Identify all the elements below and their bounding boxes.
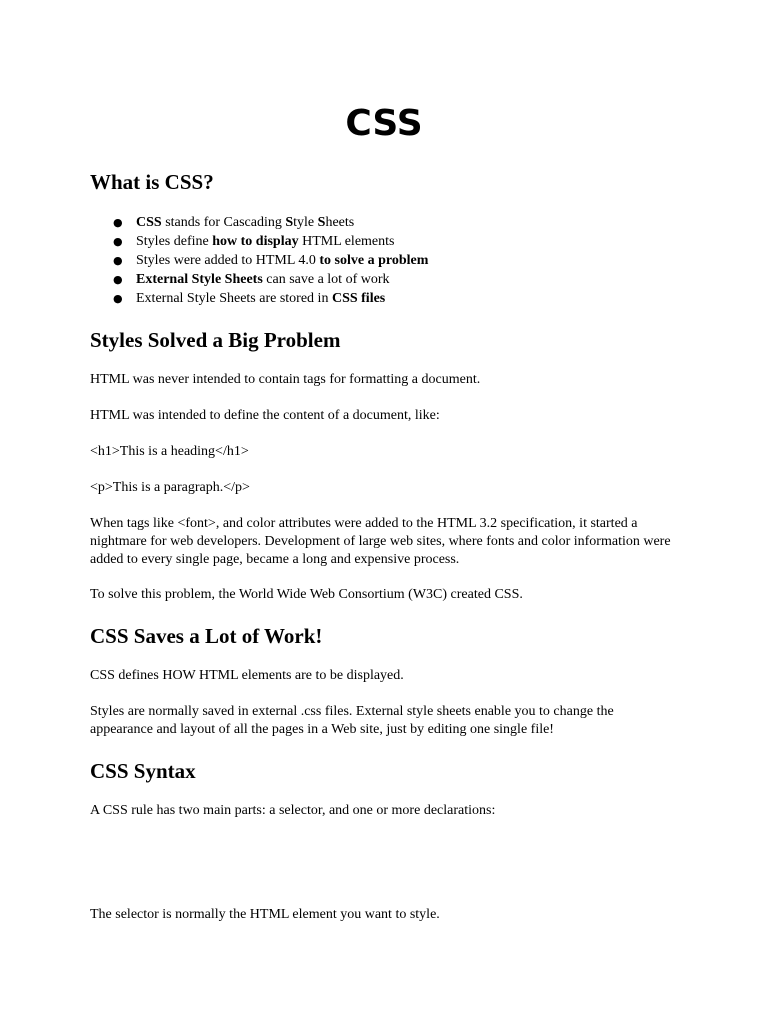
bullet-icon: ● xyxy=(113,216,123,229)
paragraph: A CSS rule has two main parts: a selector, and one or more declarations: xyxy=(90,803,496,818)
paragraph: HTML was never intended to contain tags for formatting a document. xyxy=(90,372,481,387)
bullet-icon: ● xyxy=(113,273,123,286)
heading-what-is-css: What is CSS? xyxy=(90,170,214,194)
paragraph: HTML was intended to define the content of a document, like: xyxy=(90,408,440,423)
paragraph: When tags like <font>, and color attributes were added to the HTML 3.2 specification, it started a nightmare for web developers. Development of large web sites, where fonts and color information were added to every single page, became a long and expensive process. xyxy=(90,516,671,567)
heading-styles-solved: Styles Solved a Big Problem xyxy=(90,328,341,352)
paragraph: To solve this problem, the World Wide Web Consortium (W3C) created CSS. xyxy=(90,587,523,602)
list-item: ● Styles were added to HTML 4.0 to solve a problem xyxy=(113,253,429,268)
page-title: CSS xyxy=(345,103,423,144)
list-item: ● Styles define how to display HTML elements xyxy=(113,234,395,249)
heading-css-saves-work: CSS Saves a Lot of Work! xyxy=(90,624,323,648)
heading-css-syntax: CSS Syntax xyxy=(90,759,196,783)
what-is-css-list xyxy=(90,213,690,308)
list-item: ● External Style Sheets are stored in CSS files xyxy=(113,291,386,306)
paragraph: The selector is normally the HTML element you want to style. xyxy=(90,907,440,922)
code-example-heading: <h1>This is a heading</h1> xyxy=(90,444,249,459)
paragraph: CSS defines HOW HTML elements are to be displayed. xyxy=(90,668,404,683)
code-example-paragraph: <p>This is a paragraph.</p> xyxy=(90,480,250,495)
bullet-icon: ● xyxy=(113,292,123,305)
list-item: ● External Style Sheets can save a lot of work xyxy=(113,272,390,287)
paragraph: Styles are normally saved in external .css files. External style sheets enable you to change the appearance and layout of all the pages in a Web site, just by editing one single file! xyxy=(90,704,614,737)
bullet-icon: ● xyxy=(113,254,123,267)
list-item: ● CSS stands for Cascading Style Sheets xyxy=(113,215,355,230)
bullet-icon: ● xyxy=(113,235,123,248)
